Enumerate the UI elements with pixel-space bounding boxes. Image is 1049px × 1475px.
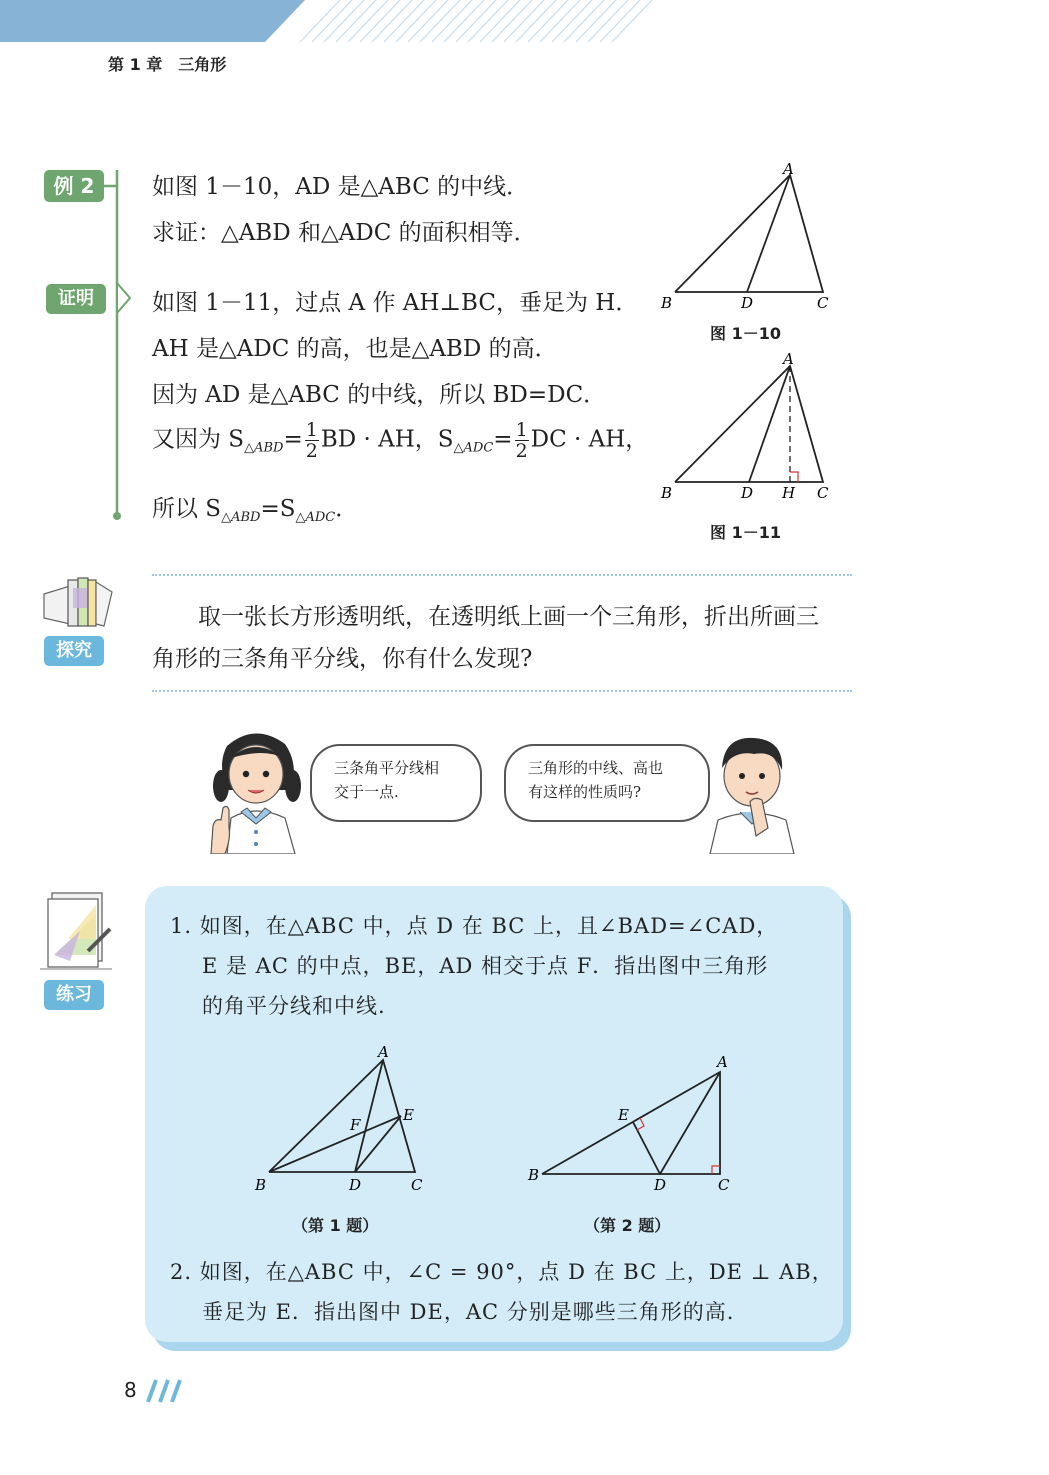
boy-speech-line-2: 有这样的性质吗? <box>528 783 642 801</box>
proof-rail <box>100 168 140 528</box>
half-fraction-2 <box>515 420 529 461</box>
q2fig-label-a: A <box>717 1053 728 1071</box>
proof-tag: 证明 <box>46 284 106 314</box>
fig11-label-b: B <box>661 484 673 502</box>
fraction-denominator: 2 <box>305 440 318 462</box>
figure-1-11-caption: 图 1－11 <box>710 523 781 542</box>
line5-sub2: △ADC <box>295 510 336 525</box>
q1fig-label-b: B <box>255 1176 267 1194</box>
boy-speech-line-1: 三角形的中线、高也 <box>528 759 664 777</box>
fig10-label-b: B <box>661 294 673 312</box>
line5-lead: 所以 S <box>152 496 222 522</box>
fig11-label-c: C <box>817 484 829 502</box>
area-adc-sub: △ADC <box>453 440 494 456</box>
explore-divider-top <box>152 574 852 576</box>
girl-speech-bubble <box>310 744 482 822</box>
figure-1-11 <box>655 350 840 505</box>
q1fig-label-f: F <box>350 1116 361 1134</box>
q1-line-1: 1. 如图，在△ABC 中，点 D 在 BC 上，且∠BAD=∠CAD， <box>170 914 779 938</box>
line5-eq: =S <box>260 496 296 522</box>
figure-1-10 <box>655 160 840 315</box>
q1-line-2: E 是 AC 的中点，BE，AD 相交于点 F．指出图中三角形 <box>202 954 769 978</box>
figure-question-1-caption: （第 1 题） <box>292 1216 379 1235</box>
q2fig-label-d: D <box>654 1176 667 1194</box>
half-fraction <box>305 420 319 461</box>
example-prove: 求证：△ABD 和△ADC 的面积相等． <box>152 220 537 246</box>
practice-notebook-icon <box>40 885 120 975</box>
proof-line-1: 如图 1－11，过点 A 作 AH⊥BC，垂足为 H． <box>152 290 639 316</box>
figure-1-10-caption: 图 1－10 <box>710 324 781 343</box>
proof-line-5 <box>152 490 358 525</box>
fig11-label-h: H <box>782 484 796 502</box>
explore-line-1: 取一张长方形透明纸，在透明纸上画一个三角形，折出所画三 <box>198 604 819 630</box>
figure-question-2 <box>520 1050 750 1200</box>
line5-end: ． <box>335 496 359 522</box>
line4-lead: 又因为 S <box>152 426 245 453</box>
line4-mid1: BD · AH，S <box>320 426 454 453</box>
example-tag: 例 2 <box>44 170 104 202</box>
q2-line-2: 垂足为 E．指出图中 DE，AC 分别是哪些三角形的高. <box>202 1300 735 1324</box>
header-banner <box>0 0 1049 42</box>
q2-line-1: 2. 如图，在△ABC 中，∠C = 90°，点 D 在 BC 上，DE ⊥ AB， <box>170 1260 834 1284</box>
explore-tag: 探究 <box>44 636 104 666</box>
fraction-denominator-2: 2 <box>515 440 528 462</box>
figure-question-2-caption: （第 2 题） <box>584 1216 671 1235</box>
area-abd-sub: △ABD <box>244 440 284 456</box>
line4-mid2: DC · AH， <box>530 426 649 453</box>
line5-sub1: △ABD <box>221 510 261 525</box>
chapter-title: 第 1 章 三角形 <box>108 55 227 74</box>
q1-line-3: 的角平分线和中线. <box>202 994 386 1018</box>
q1fig-label-c: C <box>411 1176 423 1194</box>
q2fig-label-e: E <box>618 1106 629 1124</box>
girl-speech-line-2: 交于一点. <box>334 783 399 801</box>
page-number: 8 <box>124 1378 137 1402</box>
q2fig-label-c: C <box>718 1176 730 1194</box>
q1fig-label-a: A <box>378 1043 389 1061</box>
q2fig-label-b: B <box>528 1166 540 1184</box>
fig10-label-d: D <box>741 294 754 312</box>
explore-divider-bottom <box>152 690 852 692</box>
q1fig-label-d: D <box>349 1176 362 1194</box>
page-number-slashes <box>142 1378 186 1404</box>
practice-tag: 练习 <box>44 980 104 1010</box>
figure-question-1 <box>245 1040 445 1200</box>
equals-2: = <box>493 426 513 453</box>
books-icon <box>40 574 115 636</box>
fraction-numerator: 1 <box>305 419 318 441</box>
fig10-label-a: A <box>783 160 794 178</box>
explore-line-2: 角形的三条角平分线，你有什么发现? <box>152 646 533 672</box>
example-given: 如图 1－10，AD 是△ABC 的中线． <box>152 174 530 200</box>
fig10-label-c: C <box>817 294 829 312</box>
proof-line-2: AH 是△ADC 的高，也是△ABD 的高． <box>152 336 558 362</box>
fig11-label-d: D <box>741 484 754 502</box>
fraction-numerator-2: 1 <box>515 419 528 441</box>
boy-speech-bubble <box>504 744 710 822</box>
boy-avatar <box>690 732 800 854</box>
q1fig-label-e: E <box>403 1106 414 1124</box>
girl-speech-line-1: 三条角平分线相 <box>334 759 440 777</box>
equals: = <box>283 426 303 453</box>
proof-line-4 <box>152 420 648 461</box>
proof-line-3: 因为 AD 是△ABC 的中线，所以 BD=DC． <box>152 382 607 408</box>
girl-avatar <box>205 728 310 854</box>
fig11-label-a: A <box>783 350 794 368</box>
